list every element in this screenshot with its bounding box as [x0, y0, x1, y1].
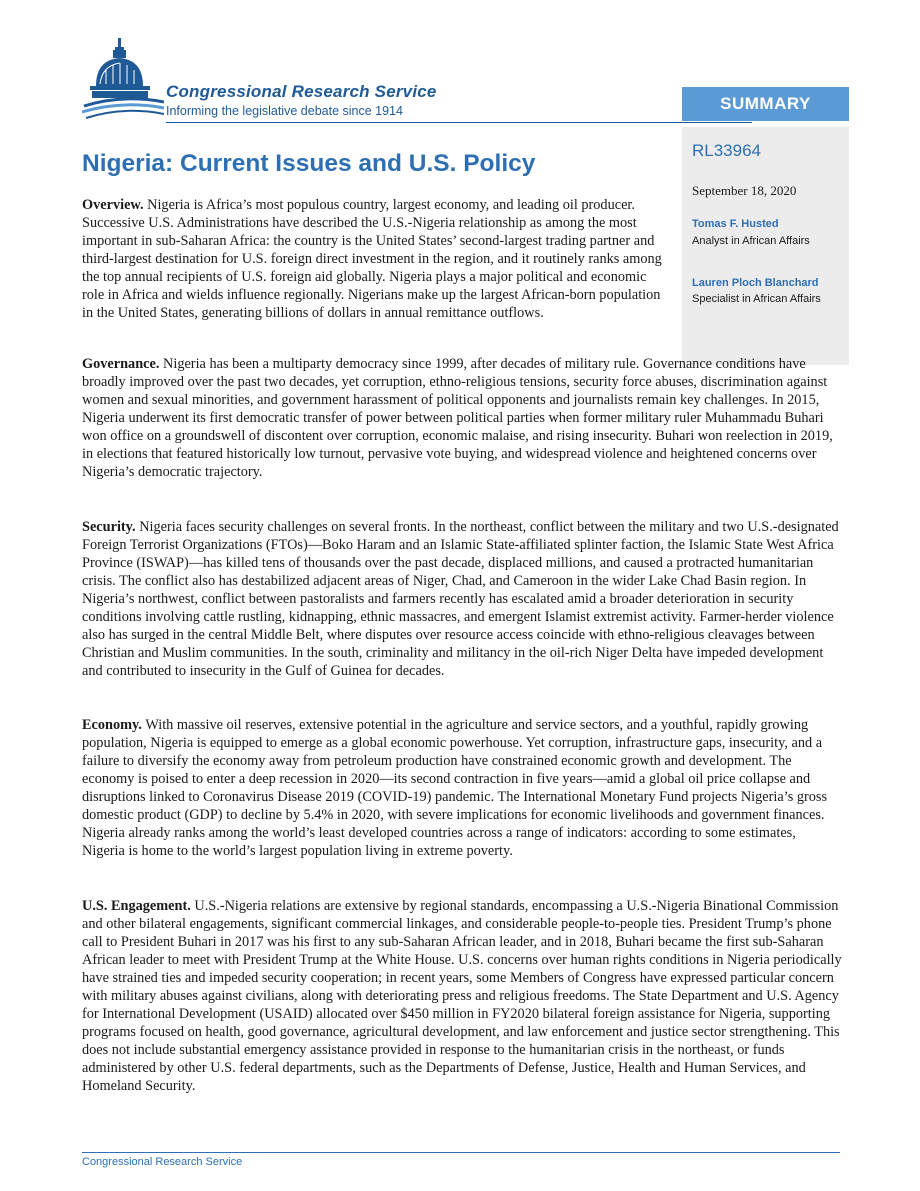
section-heading: Overview. [82, 197, 144, 213]
author-name: Tomas F. Husted [692, 218, 779, 230]
author-title: Specialist in African Affairs [692, 293, 821, 305]
header-divider [166, 122, 752, 123]
summary-sidebar [682, 127, 849, 365]
section-heading: Governance. [82, 356, 160, 372]
section-text: Nigeria is Africa’s most populous country, largest economy, and leading oil producer. Successive U.S. Administrations have described the U.S.-Nigeria relationship as among the most important in sub-Saharan Africa: the country is the United States’ second-largest trading partner and third-largest destination for U.S. foreign direct investment in the region, and it routinely ranks among the top annual recipients of U.S. foreign aid globally. Nigeria plays a major political and economic role in Africa and wields influence regionally. Nigerians make up the largest African-born population in the United States, generating billions of dollars in annual remittance outflows. [82, 197, 662, 321]
us-engagement-paragraph [82, 897, 842, 1095]
org-name: Congressional Research Service [166, 82, 437, 101]
publication-date: September 18, 2020 [692, 183, 797, 198]
section-heading: Security. [82, 519, 136, 535]
report-number: RL33964 [692, 141, 762, 160]
section-text: With massive oil reserves, extensive potential in the agriculture and service sectors, and a youthful, rapidly growing population, Nigeria is equipped to emerge as a global economic powerhouse. Yet corruption, infrastructure gaps, insecurity, and a failure to diversify the economy away from petroleum production have constrained economic growth and development. The economy is poised to enter a deep recession in 2020—its second contraction in five years—amid a global oil price collapse and disruptions linked to Coronavirus Disease 2019 (COVID-19) pandemic. The International Monetary Fund projects Nigeria’s gross domestic product (GDP) to decline by 5.4% in 2020, with severe implications for economic livelihoods and government finances. Nigeria already ranks among the world’s least developed countries across a range of indicators: according to some estimates, Nigeria is home to the world’s largest population living in extreme poverty. [82, 717, 828, 859]
governance-paragraph [82, 355, 842, 481]
org-tagline: Informing the legislative debate since 1914 [166, 104, 403, 118]
section-heading: Economy. [82, 717, 142, 733]
economy-paragraph [82, 716, 842, 860]
document-title: Nigeria: Current Issues and U.S. Policy [82, 150, 536, 177]
section-text: Nigeria faces security challenges on several fronts. In the northeast, conflict between the military and two U.S.-designated Foreign Terrorist Organizations (FTOs)—Boko Haram and an Islamic State-affiliated splinter faction, the Islamic State West Africa Province (ISWAP)—has killed tens of thousands over the past decade, displaced millions, and caused a protracted humanitarian crisis. The conflict also has destabilized adjacent areas of Niger, Chad, and Cameroon in the wider Lake Chad Basin region. In Nigeria’s northwest, conflict between pastoralists and farmers recently has escalated amid a broader deterioration in security conditions involving cattle rustling, kidnapping, ethnic massacres, and emergent Islamist extremist activity. Farmer-herder violence also has surged in the central Middle Belt, where disputes over resource access coincide with ethno-religious cleavages between Christian and Muslim communities. In the south, criminality and militancy in the oil-rich Niger Delta have impeded development and contributed to insecurity in the Gulf of Guinea for decades. [82, 519, 839, 679]
security-paragraph [82, 518, 842, 680]
footer-divider [82, 1152, 840, 1153]
section-text: U.S.-Nigeria relations are extensive by regional standards, encompassing a U.S.-Nigeria Binational Commission and other bilateral engagements, significant commercial linkages, and considerable people-to-people ties. President Trump’s phone call to President Buhari in 2017 was his first to any sub-Saharan African leader, and in 2018, Buhari became the first sub-Saharan African leader to meet with President Trump at the White House. U.S. concerns over human rights conditions in Nigeria periodically have strained ties and impeded security cooperation; in recent years, some Members of Congress have expressed particular concern with military abuses against civilians, along with deteriorating press and religious freedoms. The State Department and U.S. Agency for International Development (USAID) allocated over $450 million in FY2020 bilateral foreign assistance for Nigeria, supporting programs focused on health, good governance, agricultural development, and law enforcement and justice sector strengthening. This does not include substantial emergency assistance provided in response to the humanitarian crisis in the northeast, or funds administered by other U.S. federal departments, such as the Departments of Defense, Justice, Health and Human Services, and Homeland Security. [82, 898, 842, 1094]
summary-label: SUMMARY [682, 87, 849, 121]
overview-paragraph [82, 196, 667, 322]
capitol-dome-icon [82, 36, 164, 126]
footer-label: Congressional Research Service [82, 1156, 243, 1168]
author-name: Lauren Ploch Blanchard [692, 277, 819, 289]
section-heading: U.S. Engagement. [82, 898, 191, 914]
author-title: Analyst in African Affairs [692, 235, 810, 247]
section-text: Nigeria has been a multiparty democracy since 1999, after decades of military rule. Governance conditions have broadly improved over the past two decades, yet corruption, ethno-religious tensions, security force abuses, discrimination against women and sexual minorities, and government harassment of political opponents and journalists remain key challenges. In 2015, Nigeria underwent its first democratic transfer of power between political parties when former military ruler Muhammadu Buhari won office on a groundswell of discontent over corruption, economic malaise, and rising insecurity. Buhari won reelection in 2019, in elections that featured historically low turnout, pervasive vote buying, and widespread violence and heightened concerns over Nigeria’s democratic trajectory. [82, 356, 833, 480]
crs-logo [82, 36, 672, 126]
